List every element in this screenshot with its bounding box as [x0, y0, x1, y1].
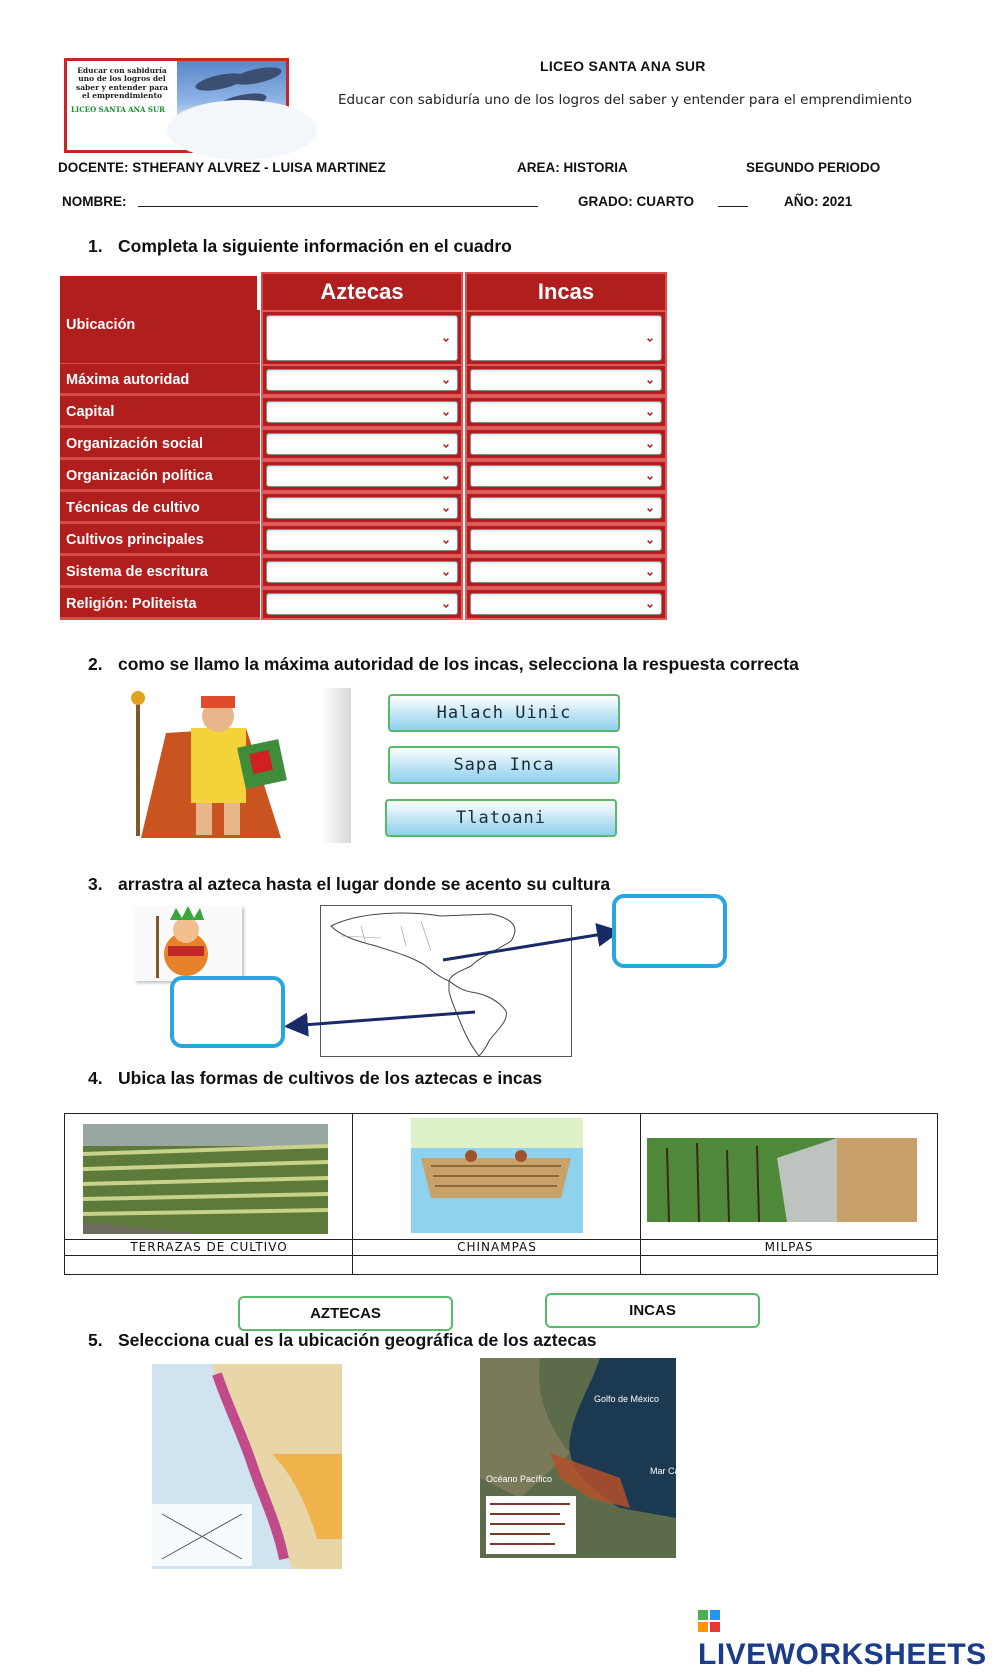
question-1: [88, 236, 512, 257]
comparison-table: [60, 272, 674, 642]
chevron-down-icon: ⌄: [440, 500, 451, 515]
school-name: LICEO SANTA ANA SUR: [540, 58, 706, 74]
answer-dropdown-aztecas[interactable]: [266, 369, 458, 391]
question-4: [88, 1068, 542, 1089]
row-label: Sistema de escritura: [60, 556, 260, 588]
table-cell-incas: [465, 588, 667, 620]
subject-area: AREA: HISTORIA: [517, 160, 628, 175]
year-label: AÑO: 2021: [784, 194, 853, 209]
row-label: Religión: Politeista: [60, 588, 260, 620]
chevron-down-icon: ⌄: [644, 500, 655, 515]
question-5: [88, 1330, 597, 1351]
question-text: arrastra al azteca hasta el lugar donde se acento su cultura: [118, 874, 611, 894]
connector-arrows: [280, 920, 630, 1040]
liveworksheets-logo-icon: [698, 1606, 720, 1628]
chevron-down-icon: ⌄: [644, 596, 655, 611]
chevron-down-icon: ⌄: [440, 372, 451, 387]
row-label: Ubicación: [60, 310, 260, 366]
term-label: SEGUNDO PERIODO: [746, 160, 881, 175]
question-text: Selecciona cual es la ubicación geográfica de los aztecas: [118, 1330, 597, 1350]
table-cell-incas: [465, 396, 667, 428]
logo-text: Educar con sabiduría uno de los logros del saber y entender para el emprendimiento: [75, 66, 169, 100]
chevron-down-icon: ⌄: [440, 404, 451, 419]
question-number: 3.: [88, 874, 103, 894]
drop-zone-north[interactable]: [612, 894, 727, 968]
table-cell-aztecas: [261, 492, 463, 524]
table-cell-incas: [465, 524, 667, 556]
chevron-down-icon: ⌄: [644, 330, 655, 345]
answer-dropdown-incas[interactable]: [470, 465, 662, 487]
question-2: [88, 654, 799, 675]
name-label: NOMBRE:: [62, 194, 127, 209]
row-label: Máxima autoridad: [60, 364, 260, 396]
question-number: 5.: [88, 1330, 103, 1350]
liveworksheets-brand[interactable]: [698, 1604, 1000, 1672]
chevron-down-icon: ⌄: [644, 404, 655, 419]
answer-dropdown-aztecas[interactable]: [266, 561, 458, 583]
chevron-down-icon: ⌄: [440, 564, 451, 579]
table-cell-aztecas: [261, 428, 463, 460]
table-cell-incas: [465, 556, 667, 588]
row-label: Organización política: [60, 460, 260, 492]
answer-dropdown-aztecas[interactable]: [266, 315, 458, 361]
answer-dropdown-aztecas[interactable]: [266, 497, 458, 519]
table-cell-aztecas: [261, 556, 463, 588]
wave-shape: [167, 100, 317, 160]
name-blank-line: [138, 206, 538, 207]
column-header-aztecas: Aztecas: [261, 272, 463, 312]
row-label: Técnicas de cultivo: [60, 492, 260, 524]
logo-school-name: LICEO SANTA ANA SUR: [71, 105, 165, 114]
answer-dropdown-aztecas[interactable]: [266, 465, 458, 487]
arrow-to-north-box: [443, 932, 615, 960]
question-text: Ubica las formas de cultivos de los aztecas e incas: [118, 1068, 543, 1088]
answer-option-sapa-inca[interactable]: Sapa Inca: [388, 746, 620, 784]
answer-dropdown-incas[interactable]: [470, 401, 662, 423]
answer-dropdown-incas[interactable]: [470, 369, 662, 391]
table-cell-aztecas: [261, 524, 463, 556]
map-option-aztec-empire[interactable]: [480, 1358, 695, 1558]
table-cell-incas: [465, 428, 667, 460]
grade-label: GRADO: CUARTO: [578, 194, 694, 209]
map-option-inca-empire[interactable]: [152, 1364, 342, 1569]
table-cell-incas: [465, 364, 667, 396]
answer-dropdown-incas[interactable]: [470, 593, 662, 615]
school-motto: Educar con sabiduría uno de los logros del saber y entender para el emprendimiento: [338, 92, 912, 108]
drag-tag-incas[interactable]: INCAS: [545, 1293, 760, 1328]
answer-dropdown-incas[interactable]: [470, 561, 662, 583]
row-label: Capital: [60, 396, 260, 428]
map-label-caribbean: Mar Caribe: [650, 1466, 695, 1476]
answer-dropdown-aztecas[interactable]: [266, 433, 458, 455]
chevron-down-icon: ⌄: [644, 372, 655, 387]
question-text: Completa la siguiente información en el cuadro: [118, 236, 512, 256]
question-number: 4.: [88, 1068, 103, 1088]
drop-zone-south[interactable]: [170, 976, 285, 1048]
arrow-to-south-box: [290, 1012, 475, 1026]
table-cell-aztecas: [261, 460, 463, 492]
row-label: Organización social: [60, 428, 260, 460]
brand-text: LIVEWORKSHEETS: [698, 1638, 987, 1671]
answer-dropdown-incas[interactable]: [470, 497, 662, 519]
question-3: [88, 874, 610, 895]
question-text: como se llamo la máxima autoridad de los incas, selecciona la respuesta correcta: [118, 654, 799, 674]
chevron-down-icon: ⌄: [644, 436, 655, 451]
chevron-down-icon: ⌄: [440, 330, 451, 345]
draggable-aztec-figure[interactable]: [134, 906, 242, 981]
crop-caption-row: [65, 1239, 937, 1256]
answer-dropdown-aztecas[interactable]: [266, 529, 458, 551]
column-header-incas: Incas: [465, 272, 667, 312]
logo-text-panel: [67, 61, 177, 150]
question-number: 1.: [88, 236, 103, 256]
table-cell-aztecas: [261, 396, 463, 428]
answer-option-halach-uinic[interactable]: Halach Uinic: [388, 694, 620, 732]
map-label-pacific: Océano Pacífico: [486, 1474, 553, 1484]
table-cell-incas: [465, 310, 667, 366]
crop-methods-table: [64, 1113, 938, 1275]
dolphin-icon: [231, 64, 283, 88]
teacher-line: DOCENTE: STHEFANY ALVREZ - LUISA MARTINEZ: [58, 160, 386, 175]
chevron-down-icon: ⌄: [440, 596, 451, 611]
answer-dropdown-aztecas[interactable]: [266, 593, 458, 615]
row-label: Cultivos principales: [60, 524, 260, 556]
table-cell-aztecas: [261, 310, 463, 366]
caption-milpas: MILPAS: [764, 1240, 814, 1254]
table-cell-aztecas: [261, 588, 463, 620]
chinampas-image: [411, 1118, 583, 1233]
school-logo: [64, 58, 289, 153]
caption-terraces: TERRAZAS DE CULTIVO: [130, 1240, 288, 1254]
chevron-down-icon: ⌄: [644, 532, 655, 547]
milpas-image: [647, 1138, 917, 1222]
inca-emperor-image: [96, 688, 351, 843]
question-number: 2.: [88, 654, 103, 674]
chevron-down-icon: ⌄: [440, 436, 451, 451]
table-cell-incas: [465, 460, 667, 492]
answer-dropdown-aztecas[interactable]: [266, 401, 458, 423]
map-label-gulf: Golfo de México: [594, 1394, 660, 1404]
chevron-down-icon: ⌄: [644, 564, 655, 579]
chevron-down-icon: ⌄: [440, 532, 451, 547]
answer-dropdown-incas[interactable]: [470, 433, 662, 455]
chevron-down-icon: ⌄: [440, 468, 451, 483]
answer-option-tlatoani[interactable]: Tlatoani: [385, 799, 617, 837]
caption-chinampas: CHINAMPAS: [457, 1240, 537, 1254]
chevron-down-icon: ⌄: [644, 468, 655, 483]
answer-dropdown-incas[interactable]: [470, 315, 662, 361]
table-cell-aztecas: [261, 364, 463, 396]
terraces-image: [83, 1124, 328, 1234]
logo-dolphins-image: [177, 61, 286, 150]
answer-dropdown-incas[interactable]: [470, 529, 662, 551]
table-cell-incas: [465, 492, 667, 524]
drag-tag-aztecas[interactable]: AZTECAS: [238, 1296, 453, 1331]
grade-blank-line: [718, 206, 748, 207]
